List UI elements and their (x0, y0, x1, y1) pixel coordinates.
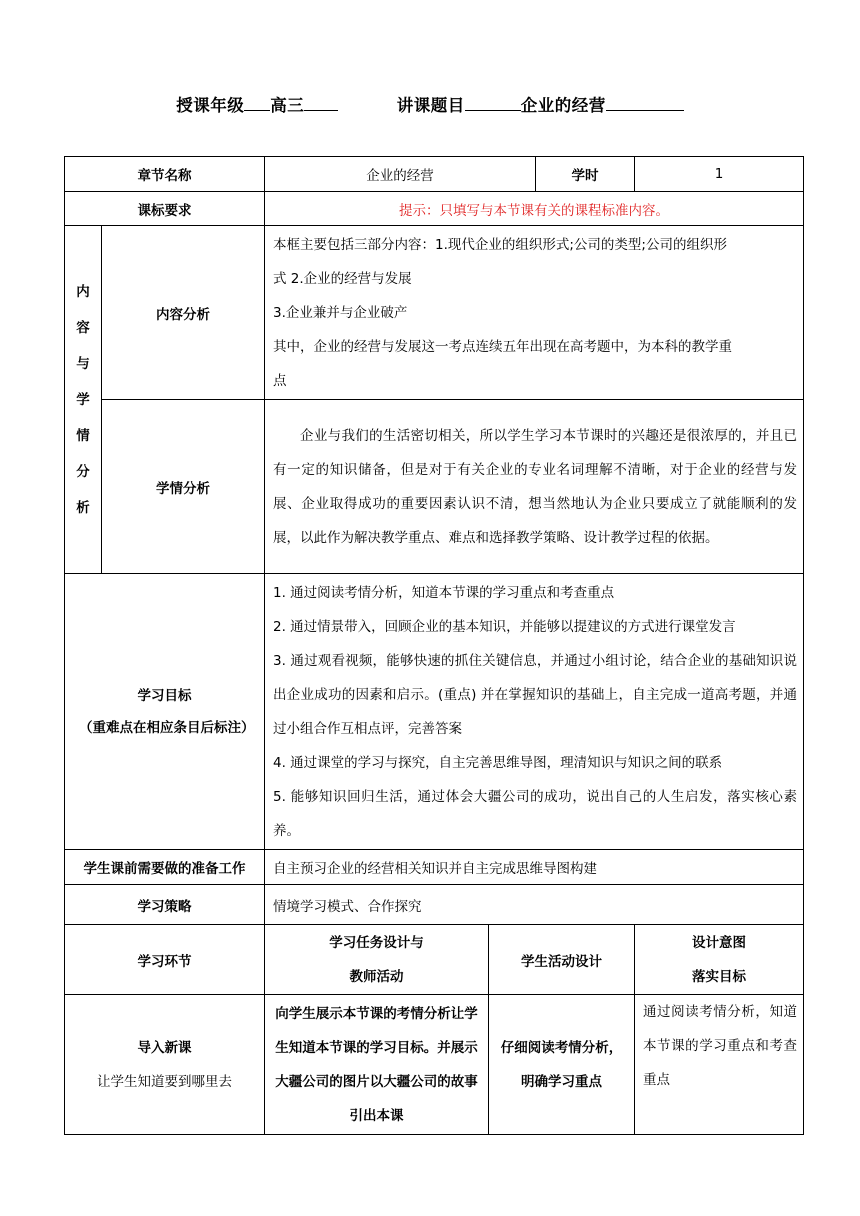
row1-stage (65, 995, 265, 1135)
content-analysis-line: 3.企业兼并与企业破产 (273, 304, 408, 321)
grade-label: 授课年级 (176, 96, 245, 115)
objective-item: 5. 能够知识回归生活，通过体会大疆公司的成功，说出自己的人生启发，落实核心素养。 (273, 788, 797, 839)
prep-value: 自主预习企业的经营相关知识并自主完成思维导图构建 (265, 850, 804, 885)
analysis-group-char: 情 (76, 427, 90, 444)
analysis-group-char: 与 (76, 355, 90, 372)
hours-value: 1 (635, 157, 804, 192)
grade-blank-left (244, 92, 270, 111)
standard-value: 提示：只填写与本节课有关的课程标准内容。 (265, 192, 804, 226)
strategy-value: 情境学习模式、合作探究 (265, 885, 804, 925)
analysis-group-char: 分 (76, 463, 90, 480)
lesson-header (0, 92, 860, 116)
hours-label: 学时 (536, 157, 635, 192)
prep-label: 学生课前需要做的准备工作 (65, 850, 265, 885)
objective-item: 3. 通过观看视频，能够快速的抓住关键信息，并通过小组讨论，结合企业的基础知识说出企业成功的因素和启示。(重点) 并在掌握知识的基础上，自主完成一道高考题，并通过小组合作互相点评，完善答案 (273, 652, 797, 737)
col-task-line: 教师活动 (349, 968, 404, 985)
col-intent-line: 落实目标 (692, 968, 746, 985)
objective-item: 2. 通过情景带入，回顾企业的基本知识，并能够以提建议的方式进行课堂发言 (273, 618, 736, 635)
content-analysis-line: 式 2.企业的经营与发展 (273, 270, 412, 287)
row1-stage-title: 导入新课 (137, 1039, 192, 1056)
objective-item: 4. 通过课堂的学习与探究，自主完善思维导图，理清知识与知识之间的联系 (273, 754, 723, 771)
objective-item: 1. 通过阅读考情分析，知道本节课的学习重点和考查重点 (273, 584, 615, 601)
row1-student: 仔细阅读考情分析，明确学习重点 (489, 995, 635, 1135)
content-analysis-line: 其中，企业的经营与发展这一考点连续五年出现在高考题中，为本科的教学重 (273, 338, 732, 355)
col-intent-line: 设计意图 (692, 934, 746, 951)
col-task-header (265, 925, 489, 995)
grade-value: 高三 (270, 96, 305, 115)
chapter-label: 章节名称 (65, 157, 265, 192)
col-stage-header: 学习环节 (65, 925, 265, 995)
objectives-label-cell (65, 574, 265, 850)
row1-stage-sub: 让学生知道要到哪里去 (97, 1073, 232, 1090)
col-intent-header (635, 925, 804, 995)
topic-blank-left (465, 92, 521, 111)
row1-intent: 通过阅读考情分析，知道本节课的学习重点和考查重点 (635, 995, 804, 1135)
analysis-group-char: 学 (76, 391, 90, 408)
grade-blank-right (304, 92, 338, 111)
analysis-group-char: 析 (76, 499, 90, 516)
row1-task: 向学生展示本节课的考情分析让学生知道本节课的学习目标。并展示大疆公司的图片以大疆公司的故事引出本课 (265, 995, 489, 1135)
col-student-header: 学生活动设计 (489, 925, 635, 995)
lesson-plan-table (64, 156, 804, 1135)
objectives-sublabel: （重难点在相应条目后标注） (79, 719, 255, 736)
content-analysis-label: 内容分析 (102, 226, 265, 400)
objectives-list (265, 574, 804, 850)
content-analysis-text (265, 226, 804, 400)
student-analysis-label: 学情分析 (102, 400, 265, 574)
chapter-value: 企业的经营 (265, 157, 536, 192)
standard-label: 课标要求 (65, 192, 265, 226)
student-analysis-text: 企业与我们的生活密切相关，所以学生学习本节课时的兴趣还是很浓厚的，并且已有一定的知识储备，但是对于有关企业的专业名词理解不清晰，对于企业的经营与发展、企业取得成功的重要因素认识不清，想当然地认为企业只要成立了就能顺利的发展，以此作为解决教学重点、难点和选择教学策略、设计教学过程的依据。 (265, 400, 804, 574)
content-analysis-line: 本框主要包括三部分内容：1.现代企业的组织形式;公司的类型;公司的组织形 (273, 236, 727, 253)
analysis-group-label (65, 226, 102, 574)
topic-value: 企业的经营 (520, 96, 606, 115)
analysis-group-char: 内 (76, 283, 90, 300)
col-task-line: 学习任务设计与 (329, 934, 424, 951)
content-analysis-line: 点 (273, 372, 287, 389)
topic-label: 讲课题目 (396, 96, 465, 115)
topic-blank-right (606, 92, 684, 111)
objectives-label: 学习目标 (137, 687, 192, 704)
analysis-group-char: 容 (76, 319, 90, 336)
strategy-label: 学习策略 (65, 885, 265, 925)
